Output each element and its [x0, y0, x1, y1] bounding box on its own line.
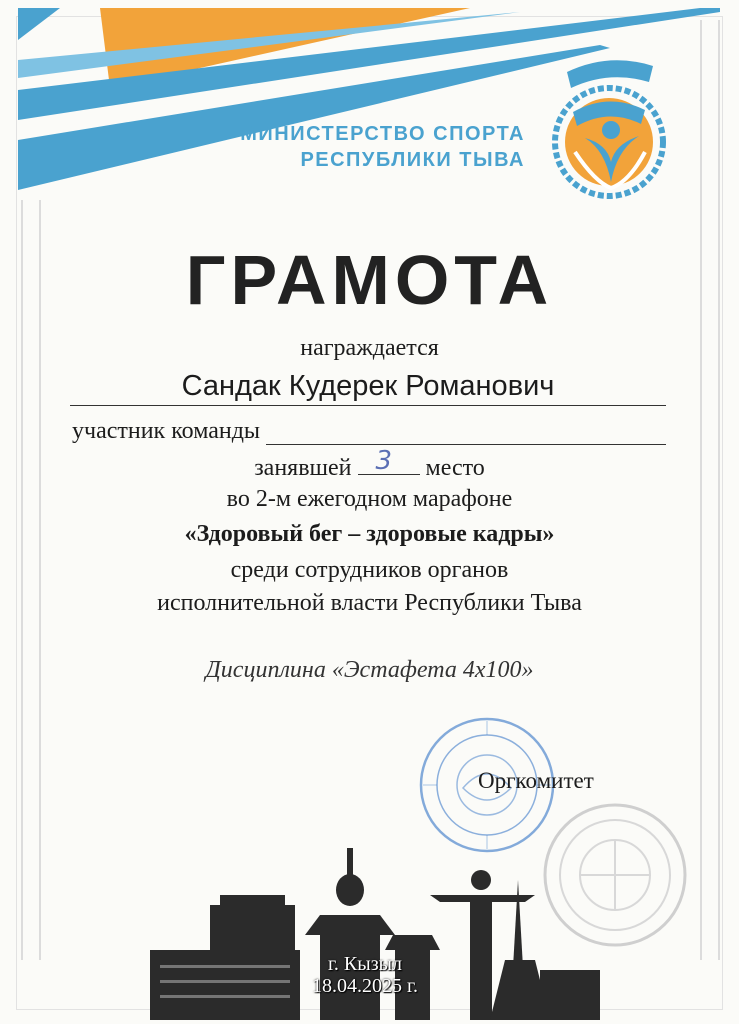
- place-blank: [358, 446, 420, 476]
- ministry-line-2: РЕСПУБЛИКИ ТЫВА: [300, 149, 525, 171]
- team-line: [72, 418, 666, 445]
- among-line-1: среди сотрудников органов: [230, 557, 509, 583]
- orgcommittee: Оргкомитет: [478, 768, 594, 793]
- ministry-logo-icon: [545, 52, 673, 200]
- place-before: занявшей: [254, 455, 352, 481]
- event-line: во 2-м ежегодном марафоне: [226, 486, 513, 512]
- city-name: г. Кызыл: [327, 953, 403, 975]
- recipient-name: Сандак Кудерек Романович: [70, 370, 666, 406]
- place-line: [0, 446, 739, 482]
- place-value: 3: [375, 446, 393, 476]
- certificate-title: ГРАМОТА: [185, 241, 554, 319]
- ministry-line-1: МИНИСТЕРСТВО СПОРТА: [240, 123, 525, 145]
- among-line-2: исполнительной власти Республики Тыва: [157, 590, 582, 616]
- discipline: Дисциплина «Эстафета 4х100»: [205, 657, 534, 683]
- issue-date: 18.04.2025 г.: [312, 975, 418, 997]
- awarded-text: награждается: [300, 335, 439, 361]
- place-after: место: [425, 455, 485, 481]
- event-name: «Здоровый бег – здоровые кадры»: [184, 521, 555, 547]
- team-blank: [266, 422, 666, 445]
- team-label: участник команды: [72, 418, 261, 444]
